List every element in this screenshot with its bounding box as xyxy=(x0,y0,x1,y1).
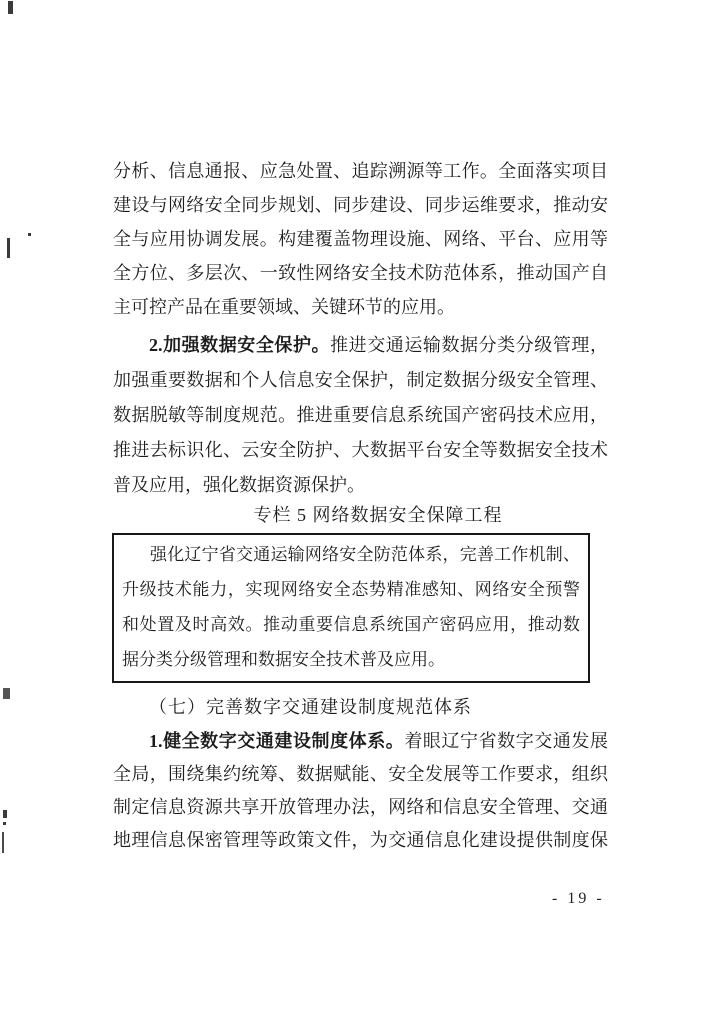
text-line: 2.加强数据安全保护。推进交通运输数据分类分级管理， xyxy=(149,335,608,355)
text-line: 强化辽宁省交通运输网络安全防范体系，完善工作机制、 xyxy=(150,545,580,564)
bold-lead: 2.加强数据安全保护。 xyxy=(149,335,331,355)
text-line: 加强重要数据和个人信息安全保护，制定数据分级安全管理、 xyxy=(113,370,608,390)
text-line: 推进去标识化、云安全防护、大数据平台安全等数据安全技术 xyxy=(113,440,608,460)
text-line: 地理信息保密管理等政策文件，为交通信息化建设提供制度保 xyxy=(113,830,608,850)
paragraph-network-security xyxy=(113,154,608,324)
text-line: 据分类分级管理和数据安全技术普及应用。 xyxy=(122,650,445,669)
text-line: 数据脱敏等制度规范。推进重要信息系统国产密码技术应用， xyxy=(113,405,608,425)
bold-lead: 1.健全数字交通建设制度体系。 xyxy=(149,731,405,751)
text-line: 全方位、多层次、一致性网络安全技术防范体系，推动国产自 xyxy=(113,263,608,283)
paragraph-data-security-protection xyxy=(113,328,608,503)
scan-artifact xyxy=(8,1,13,14)
scan-artifact xyxy=(2,832,4,853)
text-line: 1.健全数字交通建设制度体系。着眼辽宁省数字交通发展 xyxy=(149,731,608,751)
column-box-title: 专栏 5 网络数据安全保障工程 xyxy=(253,505,503,525)
text-line: 制定信息资源共享开放管理办法，网络和信息安全管理、交通 xyxy=(113,797,608,817)
page-number: - 19 - xyxy=(552,890,605,907)
text-line: 主可控产品在重要领域、关键环节的应用。 xyxy=(113,297,455,317)
text-line: 全局，围绕集约统筹、数据赋能、安全发展等工作要求，组织 xyxy=(113,764,608,784)
text-line: 建设与网络安全同步规划、同步建设、同步运维要求，推动安 xyxy=(113,195,608,215)
column-5-box xyxy=(112,533,590,683)
text-line: 全与应用协调发展。构建覆盖物理设施、网络、平台、应用等 xyxy=(113,229,608,249)
text-line: 分析、信息通报、应急处置、追踪溯源等工作。全面落实项目 xyxy=(113,161,608,181)
scan-artifact xyxy=(7,238,10,258)
scan-artifact xyxy=(3,822,6,825)
text-line: 普及应用，强化数据资源保护。 xyxy=(113,475,365,495)
paragraph-digital-transport-system xyxy=(113,725,608,857)
text-line: 和处置及时高效。推动重要信息系统国产密码应用，推动数 xyxy=(122,615,580,634)
text-line: 升级技术能力，实现网络安全态势精准感知、网络安全预警 xyxy=(122,580,580,599)
scan-artifact xyxy=(3,688,10,699)
scan-artifact xyxy=(28,233,31,236)
scan-artifact xyxy=(3,810,7,818)
section-heading-seven: （七）完善数字交通建设制度规范体系 xyxy=(149,697,472,717)
